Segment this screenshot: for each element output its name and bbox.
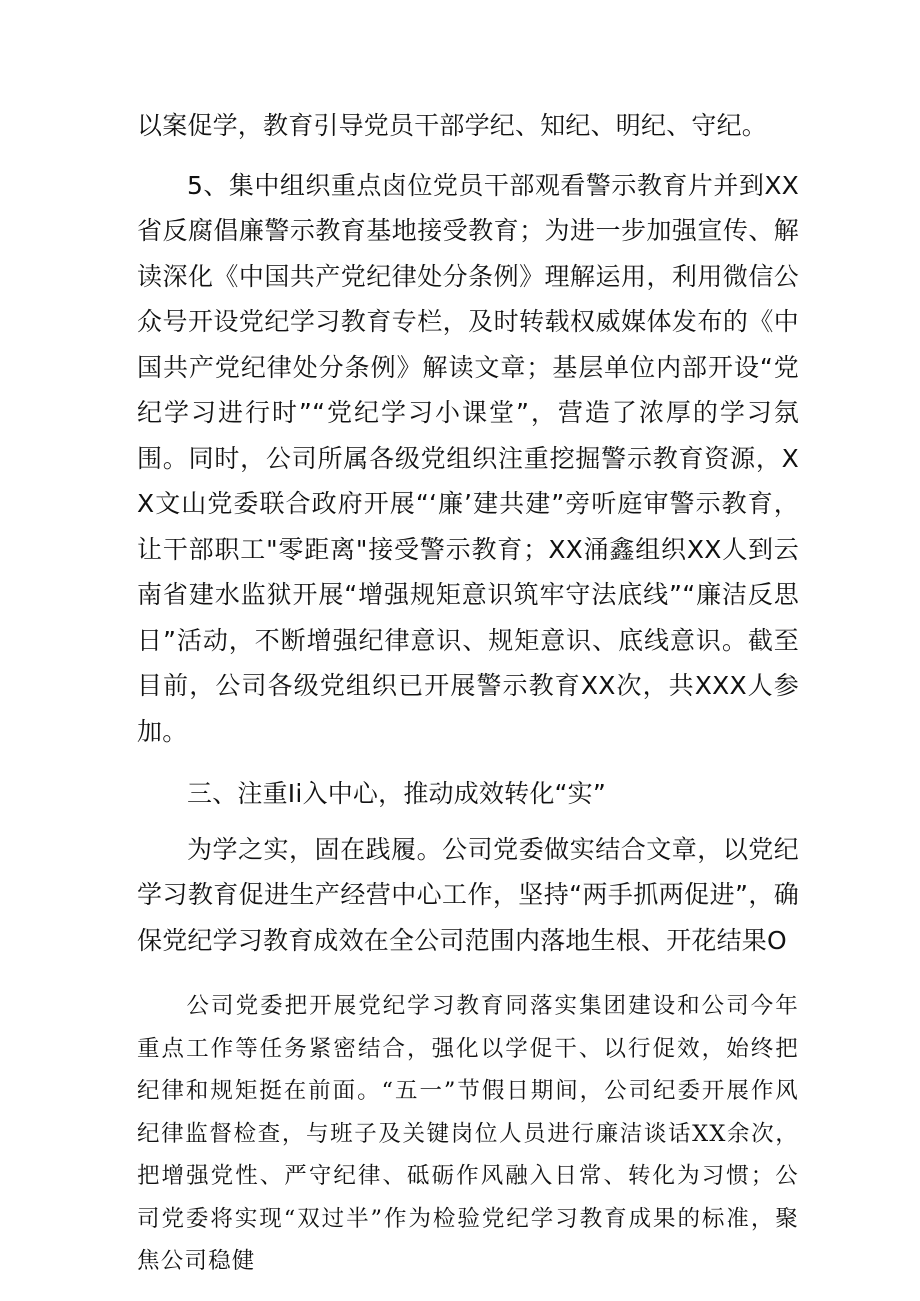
paragraph-item-5: 5、集中组织重点卤位党员干部观看警示教育片并到XX省反腐倡廉警示教育基地接受教育；为进一步加强宣传、解读深化《中国共产党纪律处分条例》理解运用，利用微信公众号开设党纪学习教育专栏，及时转载权威媒体发布的《中国共产党纪律处分条例》解读文章；基层单位内部开设“党纪学习进行时”“党纪学习小课堂”，营造了浓厚的学习氛围。同时，公司所属各级党组织注重挖掘警示教育资源，XX文山党委联合政府开展“‘廉’建共建”旁听庭审警示教育，让干部职工"零距离"接受警示教育；XX涌鑫组织XX人到云南省建水监狱开展“增强规矩意识筑牢守法底线”“廉洁反思日”活动，不断增强纪律意识、规矩意识、底线意识。截至目前，公司各级党组织已开展警示教育XX次，共XXX人参加。 bbox=[137, 170, 799, 746]
paragraph-section-intro: 为学之实，固在践履。公司党委做实结合文章，以党纪学习教育促进生产经营中心工作，坚持“两手抓两促进”，确保党纪学习教育成效在全公司范围内落地生根、开花结果O bbox=[137, 834, 799, 955]
paragraph-body: 公司党委把开展党纪学习教育同落实集团建设和公司今年重点工作等任务紧密结合，强化以学促干、以行促效，始终把纪律和规矩挺在前面。“五一”节假日期间，公司纪委开展作风纪律监督检查，与班子及关键岗位人员进行廉洁谈话XX余次，把增强党性、严守纪律、砥砺作风融入日常、转化为习惯；公司党委将实现“双过半”作为检验党纪学习教育成果的标准，聚焦公司稳健 bbox=[137, 993, 799, 1274]
paragraph-continuation: 以案促学，教育引导党员干部学纪、知纪、明纪、守纪。 bbox=[137, 111, 768, 140]
section-heading-3: 三、注重Ii入中心，推动成效转化“实” bbox=[187, 779, 607, 808]
